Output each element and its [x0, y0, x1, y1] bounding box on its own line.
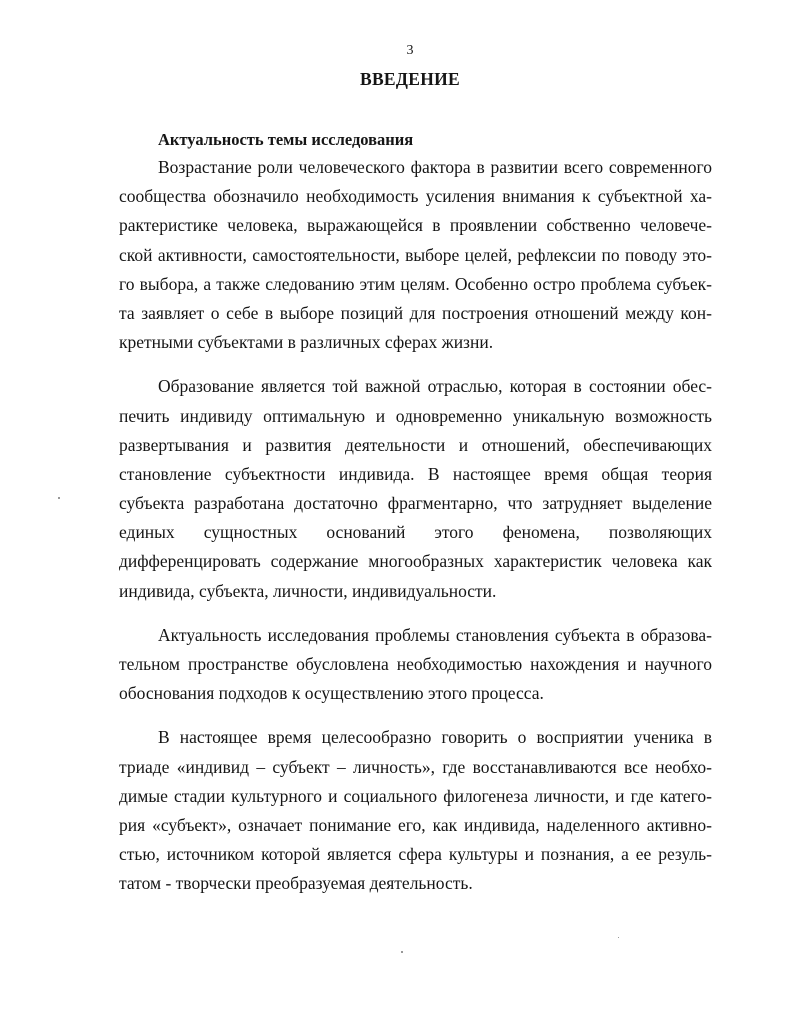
scan-speck — [401, 951, 403, 953]
paragraph-2 — [119, 372, 712, 606]
scan-speck — [618, 937, 619, 938]
text-line: развертывания и развития деятельности и отношений, обеспечивающих — [119, 434, 712, 455]
text-line: обоснования подходов к осуществлению этого процесса. — [119, 683, 544, 704]
chapter-title: ВВЕДЕНИЕ — [359, 69, 461, 89]
text-line: дифференцировать содержание многообразных характеристик человека как — [119, 551, 712, 572]
text-line: кретными субъектами в различных сферах жизни. — [119, 332, 494, 353]
text-line: Актуальность исследования проблемы становления субъекта в образова- — [158, 624, 712, 645]
text-line: Возрастание роли человеческого фактора в развитии всего современного — [158, 157, 712, 177]
text-line: го выбора, а также следованию этим целям. Особенно остро проблема субъек- — [119, 273, 712, 294]
text-line: субъекта разработана достаточно фрагментарно, что затрудняет выделение — [119, 493, 712, 514]
text-line: становление субъектности индивида. В настоящее время общая теория — [119, 463, 712, 484]
text-line: стью, источником которой является сфера культуры и познания, а ее резуль- — [119, 844, 712, 865]
text-line: индивида, субъекта, личности, индивидуальности. — [119, 580, 497, 601]
text-line: триаде «индивид – субъект – личность», где восстанавливаются все необхо- — [119, 756, 712, 777]
body-text — [119, 153, 712, 914]
text-line: Образование является той важной отраслью, которая в состоянии обес- — [158, 376, 712, 397]
text-line: татом - творчески преобразуемая деятельность. — [119, 873, 473, 894]
text-line: ской активности, самостоятельности, выборе целей, рефлексии по поводу это- — [119, 244, 712, 265]
paragraph-3 — [119, 621, 712, 709]
paragraph-4 — [119, 723, 712, 898]
page-number: 3 — [406, 43, 414, 58]
text-line: рия «субъект», означает понимание его, как индивида, наделенного активно- — [119, 814, 712, 835]
section-heading: Актуальность темы исследования — [158, 130, 414, 149]
paragraph-1 — [119, 153, 712, 357]
text-line: сообщества обозначило необходимость усиления внимания к субъектной ха- — [119, 186, 712, 207]
scan-speck — [58, 497, 60, 499]
text-line: димые стадии культурного и социального филогенеза личности, и где катего- — [119, 785, 712, 806]
text-line: В настоящее время целесообразно говорить о восприятии ученика в — [158, 727, 712, 748]
text-line: единых сущностных оснований этого феномена, позволяющих — [119, 522, 712, 543]
text-line: печить индивиду оптимальную и одновременно уникальную возможность — [119, 405, 712, 426]
text-line: тельном пространстве обусловлена необходимостью нахождения и научного — [119, 654, 712, 674]
text-line: рактеристике человека, выражающейся в проявлении собственно человече- — [119, 215, 712, 236]
text-line: та заявляет о себе в выборе позиций для построения отношений между кон- — [119, 302, 712, 323]
